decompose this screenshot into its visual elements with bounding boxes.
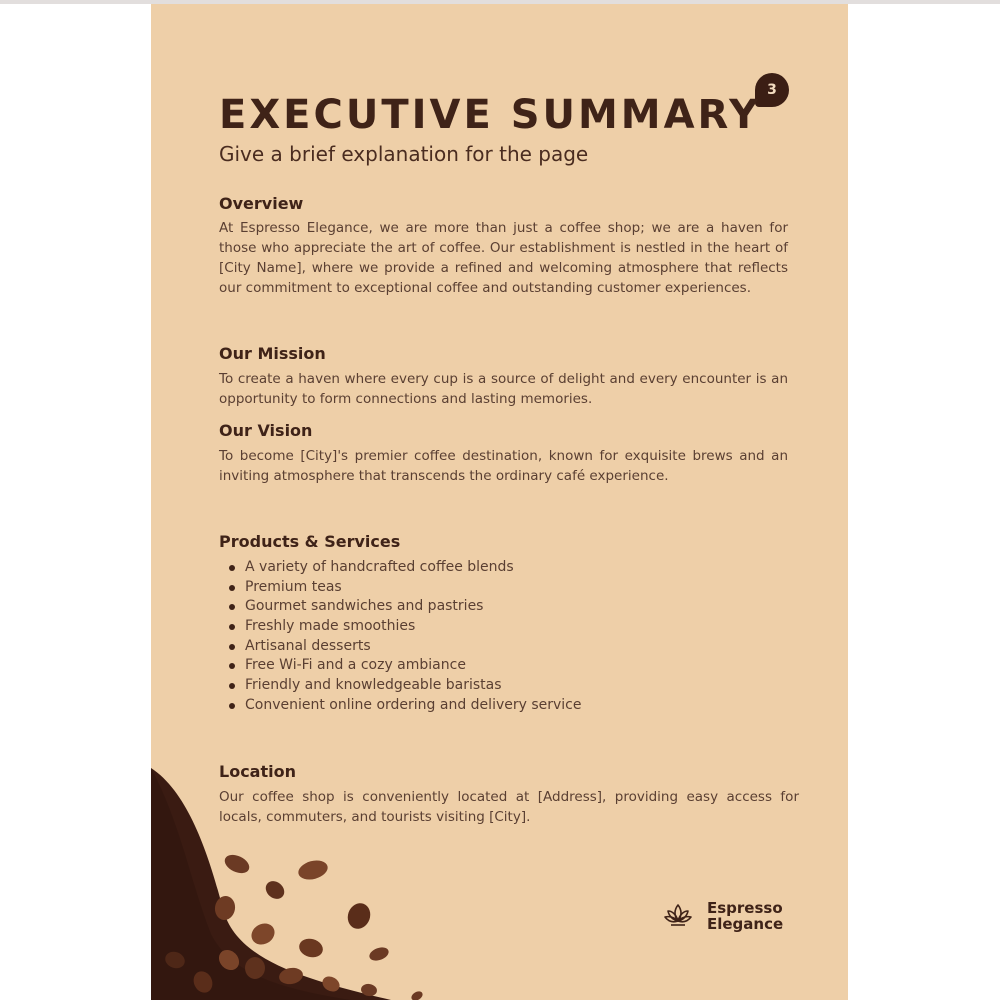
brand-name-line-2: Elegance xyxy=(707,915,784,933)
vision-text: To become [City]'s premier coffee destination, known for exquisite brews and an inviting atmosphere that transcends the ordinary café experience. xyxy=(219,448,788,484)
mission-heading: Our Mission xyxy=(219,344,326,363)
vision-heading: Our Vision xyxy=(219,421,313,440)
overview-text: At Espresso Elegance, we are more than just a coffee shop; we are a haven for those who appreciate the art of coffee. Our establishment is nestled in the heart of [City Name], where we provide a refined and welcoming atmosphere that reflects our commitment to exceptional coffee and outstanding customer experiences. xyxy=(219,220,788,296)
products-heading: Products & Services xyxy=(219,532,401,551)
brand-name xyxy=(707,900,797,932)
list-item: Friendly and knowledgeable baristas xyxy=(219,676,582,696)
page-number-badge: 3 xyxy=(755,73,789,107)
list-item: Freshly made smoothies xyxy=(219,617,582,637)
page-subtitle: Give a brief explanation for the page xyxy=(219,142,589,166)
overview-heading: Overview xyxy=(219,194,304,213)
document-page xyxy=(151,4,848,1000)
mission-text: To create a haven where every cup is a source of delight and every encounter is an opportunity to form connections and lasting memories. xyxy=(219,371,788,407)
brand-logo xyxy=(663,900,797,932)
list-item: Free Wi-Fi and a cozy ambiance xyxy=(219,656,582,676)
location-heading: Location xyxy=(219,762,296,781)
list-item: Convenient online ordering and delivery service xyxy=(219,696,582,716)
list-item: A variety of handcrafted coffee blends xyxy=(219,558,582,578)
products-list xyxy=(219,558,582,716)
list-item: Premium teas xyxy=(219,578,582,598)
brand-name-line-1: Espresso xyxy=(707,899,783,917)
list-item: Gourmet sandwiches and pastries xyxy=(219,597,582,617)
lotus-icon xyxy=(663,901,693,931)
location-text: Our coffee shop is conveniently located at [Address], providing easy access for locals, commuters, and tourists visiting [City]. xyxy=(219,789,799,825)
page-title: EXECUTIVE SUMMARY xyxy=(219,92,762,138)
list-item: Artisanal desserts xyxy=(219,637,582,657)
